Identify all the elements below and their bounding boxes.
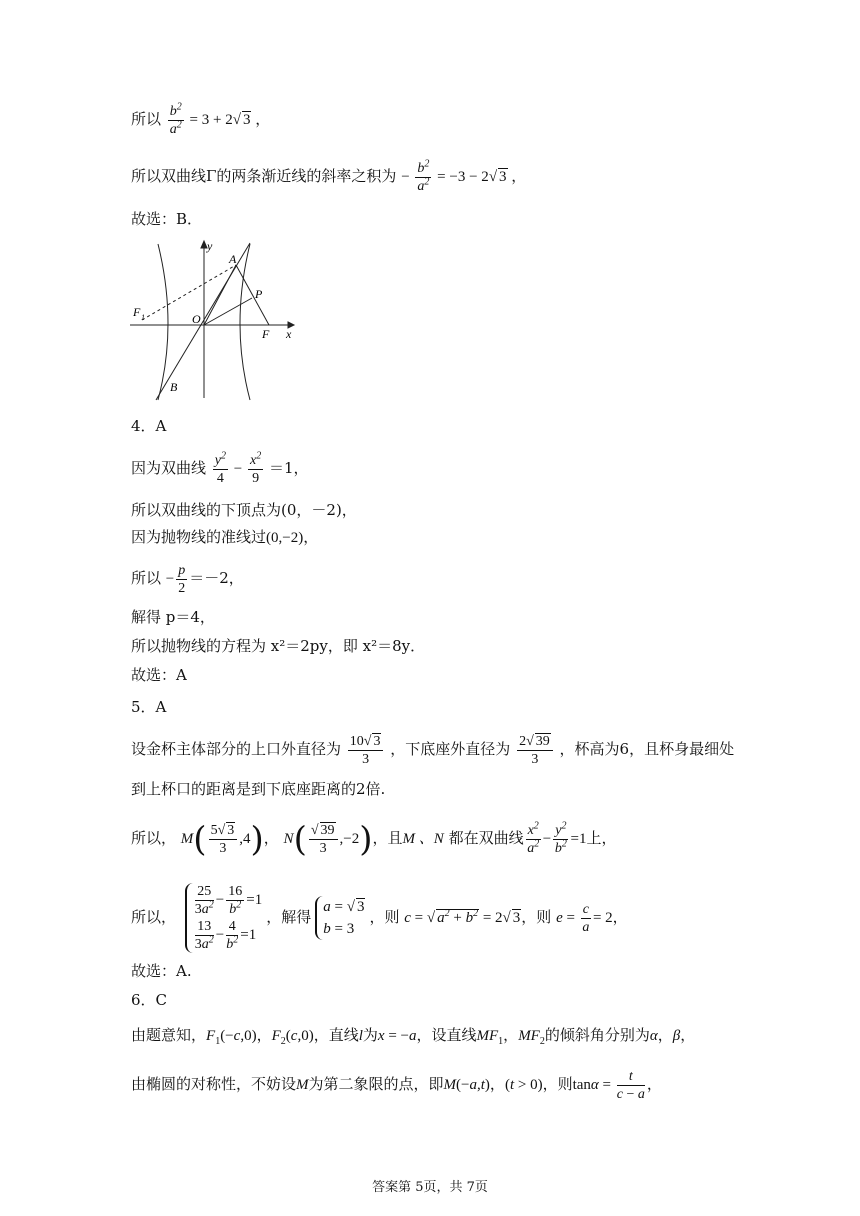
q5-line1: 设金杯主体部分的上口外直径为 $\frac{10√ 3}{3}$ ，下底座外直径为 $\frac{2√ 39}{3}$ ，杯高为6，且杯身最细处 bbox=[131, 734, 735, 767]
q4-head: 4．A bbox=[131, 417, 167, 435]
q5-head: 5．A bbox=[131, 698, 167, 716]
q4-line7: 故选：A bbox=[131, 666, 187, 684]
q6-line1: 由题意知，$F_1(-c,0)$，$F_2(c,0)$，直线l为x = −a，设直线$MF_1$，$MF_2$的倾斜角分别为α，β， bbox=[131, 1026, 696, 1047]
label-A: A bbox=[229, 252, 237, 266]
label-O: O bbox=[192, 312, 201, 326]
q5-line3: 所以， M( $\frac{5√ 3}{3}$ ,4)， N( $\frac{√ 39}{3}$ ,−2)，且M 、N 都在双曲线 $\frac{x^2}{a^2}$ − $\frac{y^2}{b^2}$ =1上， bbox=[131, 819, 617, 860]
q5-line4: 所以， $\frac{25}{3a^2}$ − $\frac{16}{b^2}$ =1 $\frac{13}{3a^2}$ − $\frac{4}{b^2}$ =1 ，解得 a = √ 3 b = 3 ，则 c = √ $a^2 + b^2 = 2√$ 3，则 e = $\frac{c}{a}$ = 2， bbox=[131, 884, 628, 952]
label-F1-sub: 1 bbox=[141, 313, 145, 322]
q6-head: 6．C bbox=[131, 991, 168, 1009]
hyperbola-left-branch bbox=[158, 244, 168, 400]
q4-line5: 解得 p＝4， bbox=[131, 608, 215, 626]
q5-line2: 到上杯口的距离是到下底座距离的2倍. bbox=[131, 780, 386, 798]
line-slope-product: 所以双曲线Γ的两条渐近线的斜率之积为 − $\frac{b^2}{a^2}$ = −3 − 2√ 3 ， bbox=[131, 158, 527, 194]
hyperbola-right-branch bbox=[240, 244, 250, 400]
label-B: B bbox=[170, 380, 178, 394]
label-y: y bbox=[207, 239, 213, 253]
q6-line2: 由椭圆的对称性，不妨设M为第二象限的点，即M(−a,t)，(t > 0)，则tanα = $\frac{t}{c - a}$ ， bbox=[131, 1069, 662, 1102]
text: 所以 bbox=[131, 109, 162, 128]
label-x: x bbox=[286, 327, 292, 341]
label-P: P bbox=[255, 287, 263, 301]
answer-b: 故选：B． bbox=[131, 210, 203, 228]
line-ratio: 所以 $\frac{b^2}{a^2}$ = 3 + 2√ 3 ， bbox=[131, 101, 271, 137]
q4-line6: 所以抛物线的方程为 x²＝2py，即 x²＝8y． bbox=[131, 637, 426, 655]
q5-line5: 故选：A. bbox=[131, 962, 192, 980]
q4-line2: 所以双曲线的下顶点为(0，－2)， bbox=[131, 501, 357, 519]
label-F: F bbox=[262, 327, 270, 341]
q4-line1: 因为双曲线 $\frac{y^2}{4}$ − $\frac{x^2}{9}$ ＝1， bbox=[131, 450, 309, 486]
label-F1: F bbox=[133, 305, 141, 319]
q4-line4: 所以 − $\frac{p}{2}$ ＝－2， bbox=[131, 563, 244, 596]
page-footer: 答案第 5页，共 7页 bbox=[372, 1180, 488, 1195]
hyperbola-figure bbox=[128, 238, 298, 403]
asymptote-line bbox=[156, 243, 250, 400]
q4-line3: 因为抛物线的准线过(0,−2)， bbox=[131, 528, 319, 546]
